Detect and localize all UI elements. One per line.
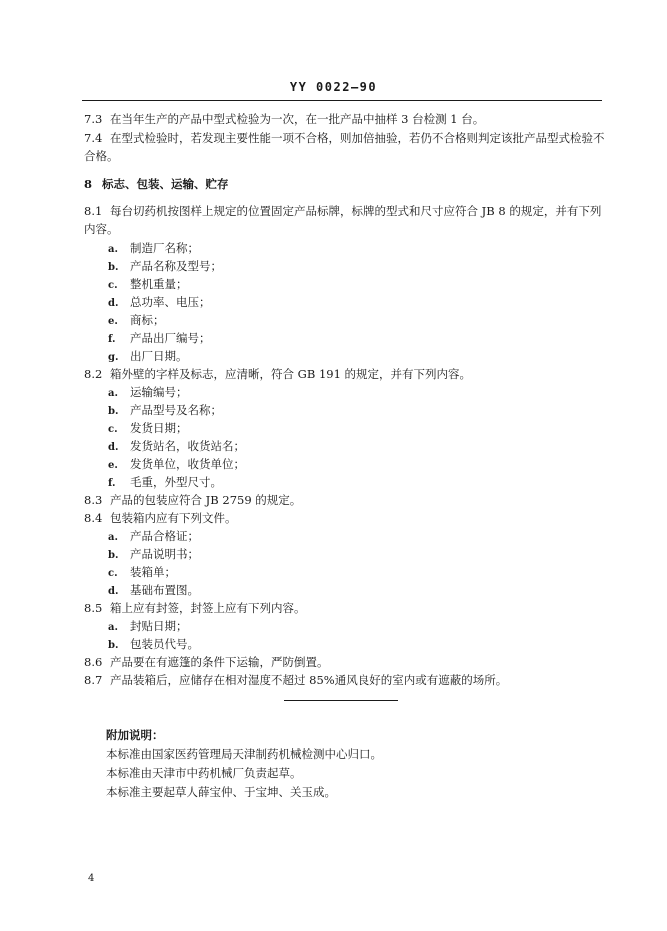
clause-number: 8.3 <box>84 493 103 507</box>
clause-number: 8.6 <box>84 655 103 669</box>
notes-heading: 附加说明： <box>106 728 164 742</box>
clause-text: 每台切药机按图样上规定的位置固定产品标牌，标牌的型式和尺寸应符合 JB 8 的规定，并有下列 <box>110 204 602 218</box>
page-number: 4 <box>88 873 95 884</box>
list-item: b. 产品型号及名称； <box>108 403 222 417</box>
clause-text: 产品的包装应符合 JB 2759 的规定。 <box>110 493 302 507</box>
list-item: e. 发货单位，收货单位； <box>108 457 245 471</box>
list-item: b. 产品名称及型号； <box>108 259 222 273</box>
note-line: 本标准由国家医药管理局天津制药机械检测中心归口。 <box>106 747 382 761</box>
standard-number-header: YY 0022—90 <box>289 80 378 94</box>
clause-8-7 <box>84 672 507 688</box>
clause-number: 8.2 <box>84 367 103 381</box>
clause-text: 箱上应有封签，封签上应有下列内容。 <box>110 601 306 615</box>
clause-7-3 <box>84 111 484 127</box>
clause-number: 7.3 <box>84 112 103 126</box>
clause-7-4-continuation: 合格。 <box>84 149 119 163</box>
list-item: e. 商标； <box>108 313 165 327</box>
clause-8-4 <box>84 510 237 526</box>
list-item: a. 制造厂名称； <box>108 241 199 255</box>
clause-text: 产品装箱后，应储存在相对湿度不超过 85%通风良好的室内或有遮蔽的场所。 <box>110 673 508 687</box>
clause-text: 产品要在有遮篷的条件下运输，严防倒置。 <box>110 655 329 669</box>
list-item: d. 总功率、电压； <box>108 295 211 309</box>
section-number: 8 <box>84 177 93 191</box>
list-item: d. 发货站名，收货站名； <box>108 439 245 453</box>
clause-number: 8.4 <box>84 511 103 525</box>
note-line: 本标准由天津市中药机械厂负责起草。 <box>106 766 302 780</box>
list-item: f. 产品出厂编号； <box>108 331 211 345</box>
list-item: b. 产品说明书； <box>108 547 199 561</box>
list-item: c. 装箱单； <box>108 565 176 579</box>
list-item: b. 包装员代号。 <box>108 637 199 651</box>
clause-8-1-continuation: 内容。 <box>84 222 119 236</box>
clause-8-3 <box>84 492 301 508</box>
clause-7-4 <box>84 130 605 146</box>
clause-8-1 <box>84 203 601 219</box>
clause-8-5 <box>84 600 306 616</box>
clause-number: 8.7 <box>84 673 103 687</box>
clause-number: 8.1 <box>84 204 103 218</box>
clause-text: 在型式检验时，若发现主要性能一项不合格，则加倍抽验，若仍不合格则判定该批产品型式检验不 <box>110 131 605 145</box>
list-item: c. 发货日期； <box>108 421 188 435</box>
note-line: 本标准主要起草人薛宝仲、于宝坤、关玉成。 <box>106 785 336 799</box>
clause-text: 包装箱内应有下列文件。 <box>110 511 237 525</box>
section-8-heading <box>84 176 229 192</box>
list-item: a. 运输编号； <box>108 385 188 399</box>
header-rule <box>82 100 602 101</box>
clause-number: 7.4 <box>84 131 103 145</box>
clause-8-6 <box>84 654 329 670</box>
clause-number: 8.5 <box>84 601 103 615</box>
section-title: 标志、包装、运输、贮存 <box>102 177 229 191</box>
list-item: d. 基础布置图。 <box>108 583 199 597</box>
list-item: g. 出厂日期。 <box>108 349 188 363</box>
end-of-standard-rule <box>284 700 398 701</box>
list-item: a. 产品合格证； <box>108 529 199 543</box>
list-item: f. 毛重，外型尺寸。 <box>108 475 222 489</box>
list-item: a. 封贴日期； <box>108 619 188 633</box>
clause-text: 在当年生产的产品中型式检验为一次，在一批产品中抽样 3 台检测 1 台。 <box>110 112 485 126</box>
list-item: c. 整机重量； <box>108 277 188 291</box>
clause-8-2 <box>84 366 471 382</box>
clause-text: 箱外壁的字样及标志，应清晰，符合 GB 191 的规定，并有下列内容。 <box>110 367 472 381</box>
